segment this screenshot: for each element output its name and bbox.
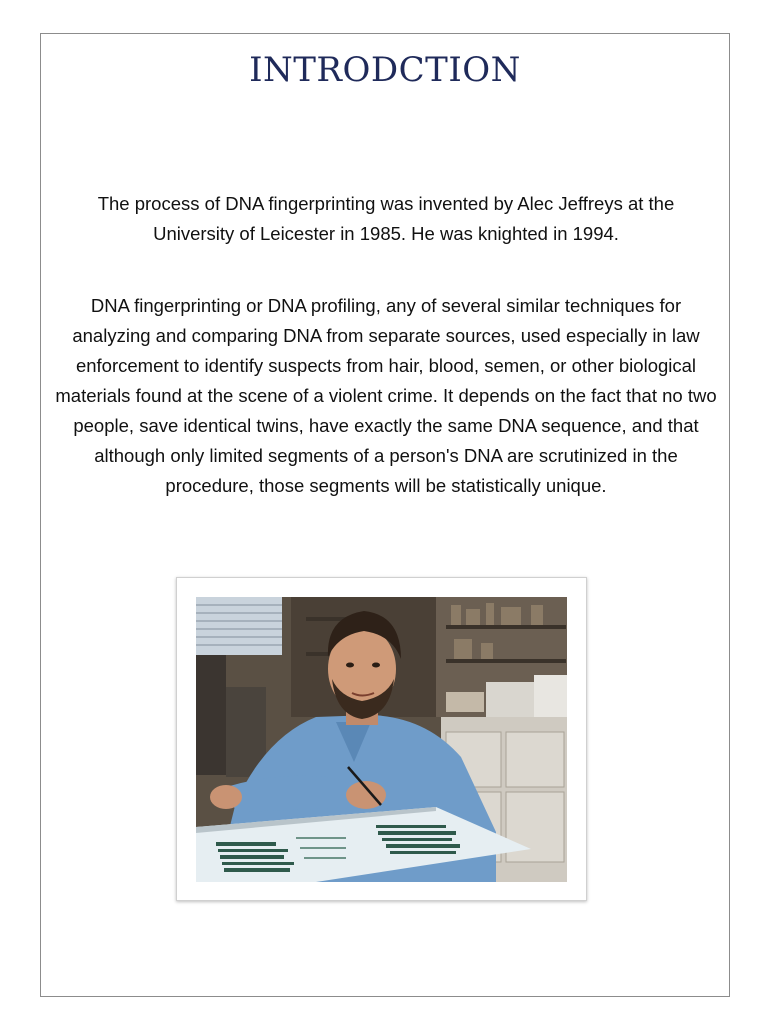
definition-paragraph: DNA fingerprinting or DNA profiling, any of several similar techniques for analyzing and comparing DNA from separate sources, used especially in law enforcement to identify suspects from hair, blood, semen, or other biological materials found at the scene of a violent crime. It depends on the fact that no two people, save identical twins, have exactly the same DNA sequence, and that although only limited segments of a person's DNA are scrutinized in the procedure, those segments will be statistically unique. <box>55 295 717 496</box>
intro-paragraph: The process of DNA fingerprinting was invented by Alec Jeffreys at the University of Leicester in 1985. He was knighted in 1994. <box>97 193 675 244</box>
document-page <box>40 33 730 997</box>
page-title: INTRODCTION <box>249 50 521 90</box>
photo-frame <box>176 577 587 901</box>
scientist-photo <box>196 597 567 882</box>
